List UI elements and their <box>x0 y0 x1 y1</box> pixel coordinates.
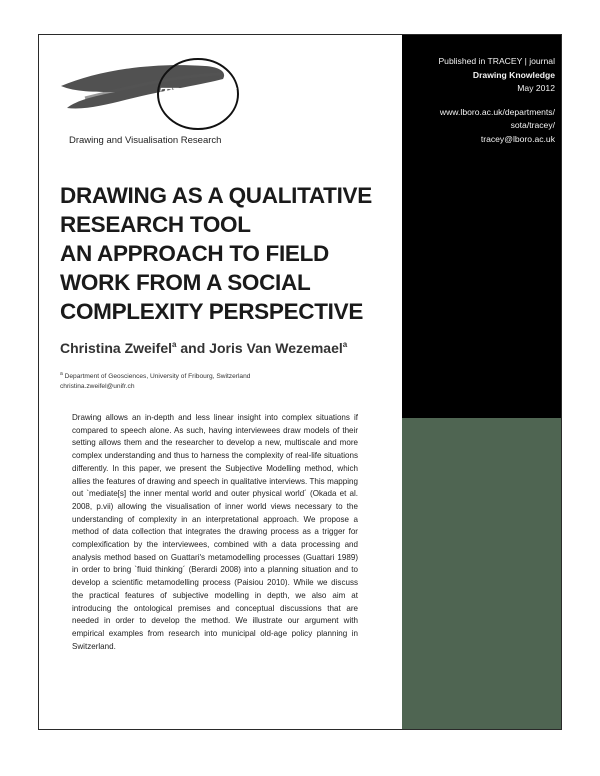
title-line: AN APPROACH TO FIELD <box>60 241 330 266</box>
author-2: Joris Van Wezemael <box>209 340 343 356</box>
logo-text: TRACEY <box>159 83 235 107</box>
affiliation: Department of Geosciences, University of Fribourg, Switzerland <box>62 373 251 380</box>
title-line: RESEARCH TOOL <box>60 212 251 237</box>
title-line: COMPLEXITY PERSPECTIVE <box>60 299 364 324</box>
title-line: DRAWING AS A QUALITATIVE <box>60 183 372 208</box>
affiliation-block <box>60 369 250 392</box>
abstract: Drawing allows an in-depth and less linear insight into complex situations if compared to speech alone. As such, having interviewees draw models of their setting allows them and the researcher to develop a new, multiscale and more complex understanding and thus to harness the complexity of real-life situations differently. In this paper, we present the Subjective Modelling method, which allies the features of drawing and speech in qualitative interviews. This mapping out `mediate[s] the inner mental world and outer physical world´ (Okada et al. 2008, p.vii) allowing the visualisation of inner world views necessary to the understanding of complexity in an interpretational approach. We propose a method of data collection that integrates the drawing process as a trigger for complexification by the interviewees, combined with a data processing and analysis method based on Guattari's metamodelling processes (Guattari 1989) in order to bring `fluid thinking´ (Berardi 2008) into a planning situation and to develop a scientific metamodelling process (Paisiou 2010). While we discuss the practical features of subjective modelling in depth, we also aim at introducing the ontological premises and conceptual discussions that are needed in order to develop the method. We illustrate our argument with empirical examples from research into municipal old-age policy planning in Switzerland. <box>72 413 358 651</box>
journal-info <box>405 55 555 146</box>
title-line: WORK FROM A SOCIAL <box>60 270 311 295</box>
tracey-logo <box>55 52 255 132</box>
journal-url-line1[interactable]: www.lboro.ac.uk/departments/ <box>439 106 555 117</box>
journal-email[interactable]: tracey@lboro.ac.uk <box>480 133 555 144</box>
issue-title: Drawing Knowledge <box>472 69 555 80</box>
brand-tagline: Drawing and Visualisation Research <box>69 135 222 146</box>
affiliation-mark: a <box>60 371 63 377</box>
author-2-mark: a <box>342 340 348 349</box>
issue-date: May 2012 <box>517 83 555 93</box>
author-conjunction: and <box>176 340 210 356</box>
journal-url-line2[interactable]: sota/tracey/ <box>510 120 555 130</box>
published-in: Published in TRACEY | journal <box>438 56 555 66</box>
paper-title <box>60 181 390 326</box>
authors <box>60 340 347 356</box>
author-email[interactable]: christina.zweifel@unifr.ch <box>60 383 135 390</box>
author-1-mark: a <box>172 340 177 349</box>
author-1: Christina Zweifel <box>60 340 173 356</box>
sidebar-green-panel <box>402 418 561 729</box>
